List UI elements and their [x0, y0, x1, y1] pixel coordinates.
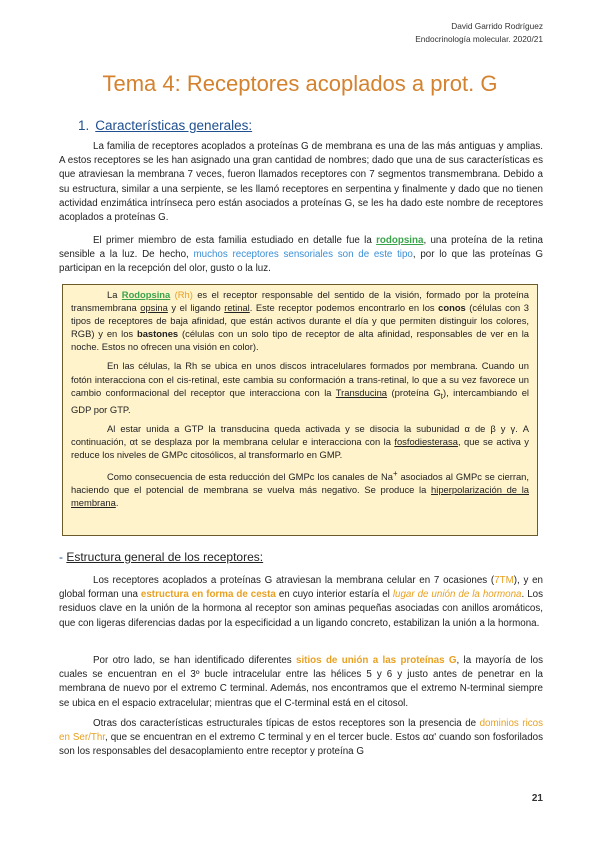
- text-run: , una proteína de la retina sensible a la luz. De hecho,: [59, 235, 543, 261]
- paragraph-domains: [59, 717, 543, 760]
- text-run: (proteína G: [387, 386, 441, 398]
- text-run: ), intercambiando el GDP por GTP.: [71, 386, 529, 415]
- keyword-rodopsina: rodopsina: [376, 235, 424, 246]
- text-run: . Los residuos clave en la unión de la hormona al receptor son aminas pequeñas asociadas con anillos aromáticos, que con ligeras diferencias dadas por la especificidad a un ligando concreto, estabilizan la unión a la hormona.: [59, 589, 544, 629]
- keyword-conos: conos: [438, 302, 466, 314]
- text-run: (células con un solo tipo de receptor de alta afinidad, responsables de ver en la noche. Estos no ofrecen una visión en color).: [71, 328, 529, 353]
- box-paragraph-1: [71, 288, 529, 353]
- chapter-title: Tema 4: Receptores acoplados a prot. G: [102, 71, 498, 96]
- text-run: en cuyo interior estaría el: [275, 589, 393, 601]
- keyword-cesta: estructura en forma de cesta: [140, 589, 276, 601]
- text-run: El primer miembro de esta familia estudiado en detalle fue la: [93, 235, 377, 246]
- section-number: 1.: [78, 118, 90, 133]
- keyword-sitios-union: sitios de unión a las proteínas G: [296, 655, 457, 666]
- keyword-hiperpolarizacion: hiperpolarización de la membrana: [71, 484, 529, 509]
- keyword-retinal: retinal: [224, 302, 250, 314]
- page-header: [415, 20, 543, 46]
- text-run: (células con 3 tipos de receptores de baja afinidad, que están activos durante el día y que permiten distinguir los colores, RGB) y en los: [71, 302, 530, 340]
- highlight-sensory: muchos receptores sensoriales son de este tipo: [193, 249, 413, 261]
- text-run: . Este receptor podemos encontrarlo en los: [249, 302, 439, 314]
- keyword-lugar-union: lugar de unión de la hormona: [392, 589, 522, 601]
- text-run: Por otro lado, se han identificado diferentes: [93, 655, 297, 666]
- text-run: La: [107, 289, 122, 300]
- section-heading-2: [59, 550, 263, 564]
- text-run: Como consecuencia de esta reducción del GMPc los canales de Na: [107, 471, 393, 483]
- text-run: .: [115, 497, 119, 509]
- keyword-dominios: dominios ricos en Ser/Thr: [59, 718, 543, 744]
- paragraph-intro: La familia de receptores acoplados a proteínas G de membrana es una de las más antiguas y amplias. A estos receptores se les han asignado una gran cantidad de nombres; dado que una de sus características es que atraviesan la membrana 7 veces, fueron llamados receptores con 7 segmentos transmembrana. Debido a su estructura, similar a una serpiente, se les llamó receptores en serpentina y finalmente y dado que no tienen actividad enzimática intrínseca pero están asociados a proteínas G, se les ha dado este nombre de receptores acoplados a proteínas G.: [59, 141, 543, 224]
- text-run: En las células, la Rh se ubica en unos discos intracelulares formados por membrana. Cuando un fotón interacciona con el cis-retinal, este cambia su conformación a trans-retinal, lo que a su vez favorece un cambio conformacional del receptor que interacciona con la: [71, 360, 529, 398]
- page-number: 21: [531, 793, 543, 804]
- text-run: ), y en global forman una: [59, 575, 543, 601]
- box-paragraph-4: [71, 467, 529, 509]
- text-run: , por lo que las proteínas G participan en la recepción del olor, gusto o la luz.: [59, 249, 543, 275]
- course-name: Endocrinología molecular. 2020/21: [415, 34, 543, 44]
- rodopsina-info-box: [62, 284, 538, 536]
- keyword-7tm: 7TM: [494, 575, 514, 586]
- section-title: Estructura general de los receptores:: [66, 550, 264, 564]
- keyword-rh: (Rh): [170, 289, 193, 300]
- text-run: , la mayoría de los cuales se encuentran en el 3º bucle intracelular entre las hélices 5 y 6 y justo antes de penetrar en la membrana de nuevo por el extremo C terminal. Además, nos encontramos que el extremo N-terminal siempre se ubica en el espacio extracelular; mientras que el C-terminal está en el citosol.: [59, 655, 544, 709]
- paragraph-structure: [59, 574, 543, 631]
- section-title: Características generales:: [95, 118, 253, 133]
- text-run: Los receptores acoplados a proteínas G atraviesan la membrana celular en 7 ocasiones (: [93, 575, 495, 586]
- text-run: Al estar unida a GTP la transducina queda activada y se disocia la subunidad α de β y γ. A continuación, αt se desplaza por la membrana celular e interacciona con la: [71, 422, 529, 447]
- keyword-fosfodiesterasa: fosfodiesterasa: [394, 435, 458, 447]
- box-paragraph-3: [71, 422, 529, 461]
- keyword-transducina: Transducina: [335, 386, 388, 398]
- text-run: y el ligando: [167, 302, 225, 314]
- text-run: asociados al GMPc se cierran, haciendo que el potencial de membrana se vuelva más negativo. Se produce la: [71, 471, 529, 496]
- paragraph-binding-sites: [59, 654, 543, 711]
- box-paragraph-2: [71, 359, 529, 415]
- heading-dash: -: [59, 550, 67, 564]
- keyword-bastones: bastones: [136, 328, 179, 340]
- paragraph-rodopsina: [59, 234, 543, 277]
- author-name: David Garrido Rodríguez: [451, 21, 543, 31]
- text-run: es el receptor responsable del sentido de la visión, formado por la proteína transmembrana: [71, 289, 529, 314]
- keyword-opsina: opsina: [140, 302, 168, 314]
- superscript: +: [392, 469, 398, 478]
- subscript: t: [440, 391, 443, 401]
- text-run: , que se encuentran en el extremo C terminal y en el tercer bucle. Estos αα' cuando son fosforilados son los responsables del desacoplamiento entre receptor y proteína G: [59, 732, 543, 758]
- text-run: Otras dos características estructurales típicas de estos receptores son la presencia de: [93, 718, 480, 729]
- section-heading-1: [78, 118, 252, 133]
- keyword-rodopsina: Rodopsina: [121, 289, 171, 300]
- text-run: , que se activa y reduce los niveles de GMPc citosólicos, al transformarlo en GMP.: [71, 435, 529, 460]
